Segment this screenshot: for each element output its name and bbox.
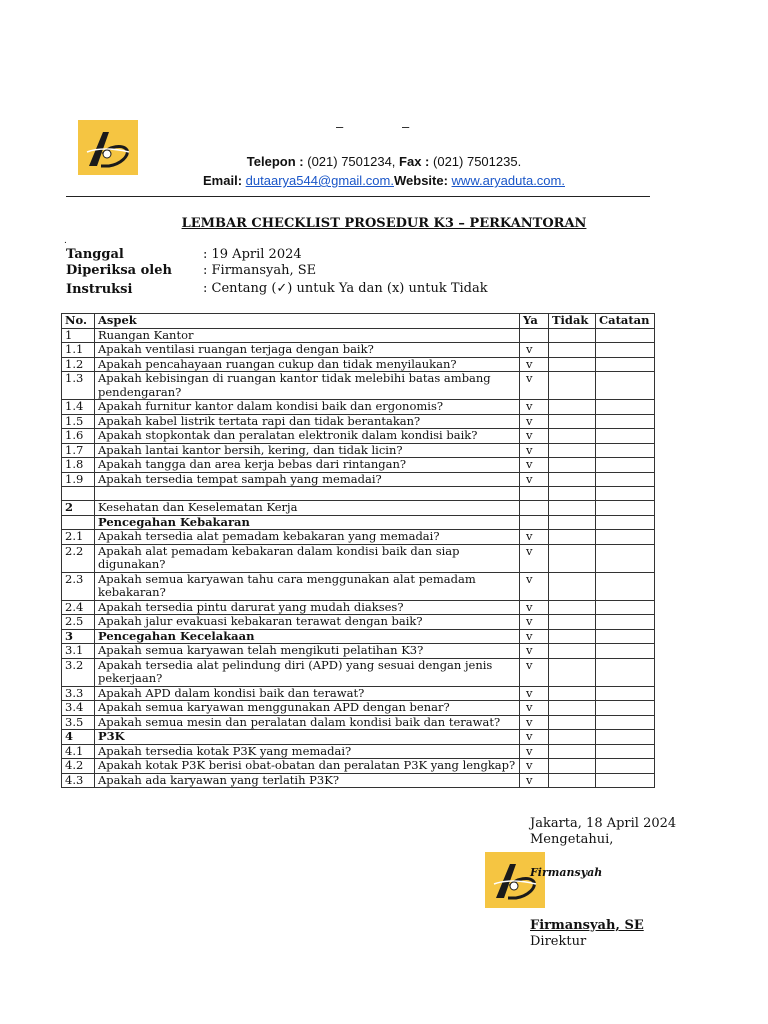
fax-label: Fax : <box>399 154 430 169</box>
stray-dot: . <box>64 236 67 246</box>
cell-tidak[interactable] <box>549 515 596 530</box>
fax-value: (021) 7501235. <box>433 154 522 169</box>
cell-tidak[interactable] <box>549 658 596 686</box>
cell-tidak[interactable] <box>549 487 596 501</box>
header-divider <box>66 196 650 197</box>
cell-tidak[interactable] <box>549 400 596 415</box>
cell-tidak[interactable] <box>549 501 596 516</box>
cell-no: 2.2 <box>62 544 95 572</box>
cell-catatan[interactable] <box>596 487 655 501</box>
table-header-row <box>62 314 655 329</box>
cell-catatan[interactable] <box>596 429 655 444</box>
cell-tidak[interactable] <box>549 629 596 644</box>
cell-catatan[interactable] <box>596 686 655 701</box>
cell-tidak[interactable] <box>549 759 596 774</box>
cell-catatan[interactable] <box>596 443 655 458</box>
cell-ya[interactable]: v <box>520 429 549 444</box>
cell-no: 3.2 <box>62 658 95 686</box>
cell-tidak[interactable] <box>549 429 596 444</box>
cell-catatan[interactable] <box>596 715 655 730</box>
cell-aspek: Apakah kotak P3K berisi obat-obatan dan peralatan P3K yang lengkap? <box>95 759 520 774</box>
cell-catatan[interactable] <box>596 458 655 473</box>
cell-no: 1.5 <box>62 414 95 429</box>
signature-stamp-logo <box>485 852 545 908</box>
table-row <box>62 686 655 701</box>
cell-no: 1.1 <box>62 343 95 358</box>
cell-catatan[interactable] <box>596 644 655 659</box>
cell-no <box>62 487 95 501</box>
header-ya: Ya <box>520 314 549 329</box>
signer-name: Firmansyah, SE <box>530 918 644 933</box>
table-row <box>62 544 655 572</box>
cell-tidak[interactable] <box>549 544 596 572</box>
cell-ya[interactable]: v <box>520 730 549 745</box>
cell-catatan[interactable] <box>596 414 655 429</box>
cell-ya[interactable]: v <box>520 629 549 644</box>
contact-email-line <box>0 173 768 188</box>
meta-label-tanggal: Tanggal <box>66 247 124 262</box>
table-row <box>62 357 655 372</box>
cell-aspek: Apakah tersedia pintu darurat yang mudah diakses? <box>95 600 520 615</box>
table-row <box>62 443 655 458</box>
cell-catatan[interactable] <box>596 472 655 487</box>
cell-ya[interactable] <box>520 515 549 530</box>
cell-ya[interactable]: v <box>520 744 549 759</box>
header-no: No. <box>62 314 95 329</box>
cell-aspek: Apakah jalur evakuasi kebakaran terawat dengan baik? <box>95 615 520 630</box>
contact-phone-line <box>0 154 768 169</box>
cell-tidak[interactable] <box>549 600 596 615</box>
cell-no: 2.1 <box>62 530 95 545</box>
table-row <box>62 458 655 473</box>
cell-no: 3 <box>62 629 95 644</box>
cell-aspek: Apakah tangga dan area kerja bebas dari rintangan? <box>95 458 520 473</box>
cell-catatan[interactable] <box>596 600 655 615</box>
cell-tidak[interactable] <box>549 414 596 429</box>
cell-catatan[interactable] <box>596 629 655 644</box>
header-tidak: Tidak <box>549 314 596 329</box>
handwritten-signature: Firmansyah <box>530 866 603 879</box>
cell-catatan[interactable] <box>596 658 655 686</box>
cell-tidak[interactable] <box>549 701 596 716</box>
meta-label-diperiksa: Diperiksa oleh <box>66 263 172 278</box>
cell-catatan[interactable] <box>596 372 655 400</box>
signature-place-date: Jakarta, 18 April 2024 <box>530 816 677 831</box>
cell-ya[interactable]: v <box>520 443 549 458</box>
cell-no: 1.6 <box>62 429 95 444</box>
cell-no: 2.5 <box>62 615 95 630</box>
cell-no: 1.3 <box>62 372 95 400</box>
cell-tidak[interactable] <box>549 357 596 372</box>
table-row <box>62 773 655 788</box>
cell-catatan[interactable] <box>596 515 655 530</box>
meta-label-instruksi: Instruksi <box>66 282 133 297</box>
cell-aspek: Apakah APD dalam kondisi baik dan terawat? <box>95 686 520 701</box>
cell-no: 1.2 <box>62 357 95 372</box>
cell-catatan[interactable] <box>596 759 655 774</box>
cell-aspek: Kesehatan dan Keselematan Kerja <box>95 501 520 516</box>
table-row <box>62 572 655 600</box>
table-row <box>62 600 655 615</box>
email-link[interactable]: dutaarya544@gmail.com. <box>245 173 394 188</box>
header-aspek: Aspek <box>95 314 520 329</box>
cell-catatan[interactable] <box>596 744 655 759</box>
cell-aspek: Apakah semua karyawan menggunakan APD dengan benar? <box>95 701 520 716</box>
website-link[interactable]: www.aryaduta.com. <box>451 173 565 188</box>
cell-aspek: Apakah semua karyawan telah mengikuti pelatihan K3? <box>95 644 520 659</box>
cell-tidak[interactable] <box>549 644 596 659</box>
header-catatan: Catatan <box>596 314 655 329</box>
cell-aspek: Apakah ada karyawan yang terlatih P3K? <box>95 773 520 788</box>
cell-tidak[interactable] <box>549 328 596 343</box>
cell-ya[interactable]: v <box>520 544 549 572</box>
cell-catatan[interactable] <box>596 572 655 600</box>
cell-no: 1 <box>62 328 95 343</box>
cell-catatan[interactable] <box>596 530 655 545</box>
meta-value-tanggal: : 19 April 2024 <box>203 247 302 262</box>
table-row <box>62 328 655 343</box>
cell-aspek: Apakah ventilasi ruangan terjaga dengan baik? <box>95 343 520 358</box>
table-row <box>62 701 655 716</box>
cell-aspek: Apakah semua mesin dan peralatan dalam kondisi baik dan terawat? <box>95 715 520 730</box>
table-row <box>62 343 655 358</box>
table-row <box>62 472 655 487</box>
cell-aspek <box>95 487 520 501</box>
cell-ya[interactable]: v <box>520 701 549 716</box>
table-row <box>62 530 655 545</box>
table-row <box>62 414 655 429</box>
cell-aspek: Apakah furnitur kantor dalam kondisi baik dan ergonomis? <box>95 400 520 415</box>
cell-ya[interactable] <box>520 501 549 516</box>
cell-no: 4.1 <box>62 744 95 759</box>
table-row <box>62 658 655 686</box>
cell-aspek: Apakah tersedia kotak P3K yang memadai? <box>95 744 520 759</box>
cell-ya[interactable]: v <box>520 357 549 372</box>
cell-tidak[interactable] <box>549 458 596 473</box>
cell-ya[interactable]: v <box>520 343 549 358</box>
cell-tidak[interactable] <box>549 715 596 730</box>
table-row <box>62 501 655 516</box>
cell-catatan[interactable] <box>596 501 655 516</box>
cell-ya[interactable]: v <box>520 658 549 686</box>
cell-no: 1.4 <box>62 400 95 415</box>
cell-ya[interactable]: v <box>520 414 549 429</box>
cell-no <box>62 515 95 530</box>
cell-aspek: Apakah pencahayaan ruangan cukup dan tidak menyilaukan? <box>95 357 520 372</box>
document-title: LEMBAR CHECKLIST PROSEDUR K3 – PERKANTORAN <box>181 216 587 231</box>
cell-aspek: Apakah stopkontak dan peralatan elektronik dalam kondisi baik? <box>95 429 520 444</box>
cell-ya[interactable]: v <box>520 458 549 473</box>
cell-ya[interactable]: v <box>520 686 549 701</box>
cell-ya[interactable]: v <box>520 615 549 630</box>
cell-aspek: Pencegahan Kecelakaan <box>95 629 520 644</box>
cell-catatan[interactable] <box>596 615 655 630</box>
cell-tidak[interactable] <box>549 686 596 701</box>
cell-catatan[interactable] <box>596 343 655 358</box>
cell-ya[interactable]: v <box>520 530 549 545</box>
cell-no: 4.3 <box>62 773 95 788</box>
cell-tidak[interactable] <box>549 530 596 545</box>
cell-tidak[interactable] <box>549 615 596 630</box>
cell-aspek: Apakah kabel listrik tertata rapi dan tidak berantakan? <box>95 414 520 429</box>
table-row <box>62 644 655 659</box>
cell-ya[interactable]: v <box>520 773 549 788</box>
cell-ya[interactable]: v <box>520 600 549 615</box>
cell-no: 1.9 <box>62 472 95 487</box>
cell-catatan[interactable] <box>596 357 655 372</box>
cell-catatan[interactable] <box>596 400 655 415</box>
header-dash-right: – <box>402 119 410 134</box>
signer-position: Direktur <box>530 934 587 949</box>
cell-ya[interactable]: v <box>520 715 549 730</box>
table-row <box>62 487 655 501</box>
table-row <box>62 615 655 630</box>
checklist-table <box>61 313 655 788</box>
cell-tidak[interactable] <box>549 730 596 745</box>
cell-no: 3.1 <box>62 644 95 659</box>
table-row <box>62 629 655 644</box>
cell-no: 4.2 <box>62 759 95 774</box>
signature-acknowledged: Mengetahui, <box>530 832 614 847</box>
website-label: Website: <box>393 173 448 188</box>
cell-tidak[interactable] <box>549 773 596 788</box>
cell-no: 2.4 <box>62 600 95 615</box>
email-label: Email: <box>203 173 243 188</box>
cell-aspek: Ruangan Kantor <box>95 328 520 343</box>
cell-tidak[interactable] <box>549 372 596 400</box>
table-row <box>62 372 655 400</box>
cell-tidak[interactable] <box>549 744 596 759</box>
cell-tidak[interactable] <box>549 343 596 358</box>
cell-aspek: P3K <box>95 730 520 745</box>
cell-no: 3.4 <box>62 701 95 716</box>
cell-aspek: Apakah alat pemadam kebakaran dalam kondisi baik dan siap digunakan? <box>95 544 520 572</box>
cell-catatan[interactable] <box>596 544 655 572</box>
cell-no: 4 <box>62 730 95 745</box>
cell-tidak[interactable] <box>549 472 596 487</box>
phone-label: Telepon : <box>246 154 304 169</box>
cell-ya[interactable] <box>520 328 549 343</box>
cell-aspek: Apakah tersedia alat pelindung diri (APD) yang sesuai dengan jenis pekerjaan? <box>95 658 520 686</box>
table-body <box>62 328 655 788</box>
table-row <box>62 515 655 530</box>
ad-logo-icon <box>490 858 540 902</box>
cell-ya[interactable]: v <box>520 472 549 487</box>
cell-no: 2.3 <box>62 572 95 600</box>
cell-ya[interactable]: v <box>520 759 549 774</box>
table-row <box>62 429 655 444</box>
cell-aspek: Pencegahan Kebakaran <box>95 515 520 530</box>
cell-ya[interactable] <box>520 487 549 501</box>
cell-ya[interactable]: v <box>520 644 549 659</box>
header-dash-left: – <box>336 119 344 134</box>
table-row <box>62 744 655 759</box>
cell-tidak[interactable] <box>549 443 596 458</box>
cell-ya[interactable]: v <box>520 400 549 415</box>
meta-value-instruksi: : Centang (✓) untuk Ya dan (x) untuk Tidak <box>203 281 488 296</box>
table-row <box>62 715 655 730</box>
cell-ya[interactable]: v <box>520 372 549 400</box>
phone-value: (021) 7501234, <box>307 154 396 169</box>
cell-no: 3.3 <box>62 686 95 701</box>
cell-catatan[interactable] <box>596 701 655 716</box>
cell-aspek: Apakah lantai kantor bersih, kering, dan tidak licin? <box>95 443 520 458</box>
cell-aspek: Apakah kebisingan di ruangan kantor tidak melebihi batas ambang pendengaran? <box>95 372 520 400</box>
cell-ya[interactable]: v <box>520 572 549 600</box>
cell-aspek: Apakah tersedia tempat sampah yang memadai? <box>95 472 520 487</box>
cell-no: 1.8 <box>62 458 95 473</box>
cell-no: 3.5 <box>62 715 95 730</box>
cell-aspek: Apakah semua karyawan tahu cara menggunakan alat pemadam kebakaran? <box>95 572 520 600</box>
table-row <box>62 400 655 415</box>
cell-catatan[interactable] <box>596 730 655 745</box>
cell-no: 1.7 <box>62 443 95 458</box>
cell-aspek: Apakah tersedia alat pemadam kebakaran yang memadai? <box>95 530 520 545</box>
cell-tidak[interactable] <box>549 572 596 600</box>
cell-catatan[interactable] <box>596 773 655 788</box>
table-row <box>62 759 655 774</box>
table-row <box>62 730 655 745</box>
meta-value-diperiksa: : Firmansyah, SE <box>203 263 317 278</box>
cell-no: 2 <box>62 501 95 516</box>
cell-catatan[interactable] <box>596 328 655 343</box>
